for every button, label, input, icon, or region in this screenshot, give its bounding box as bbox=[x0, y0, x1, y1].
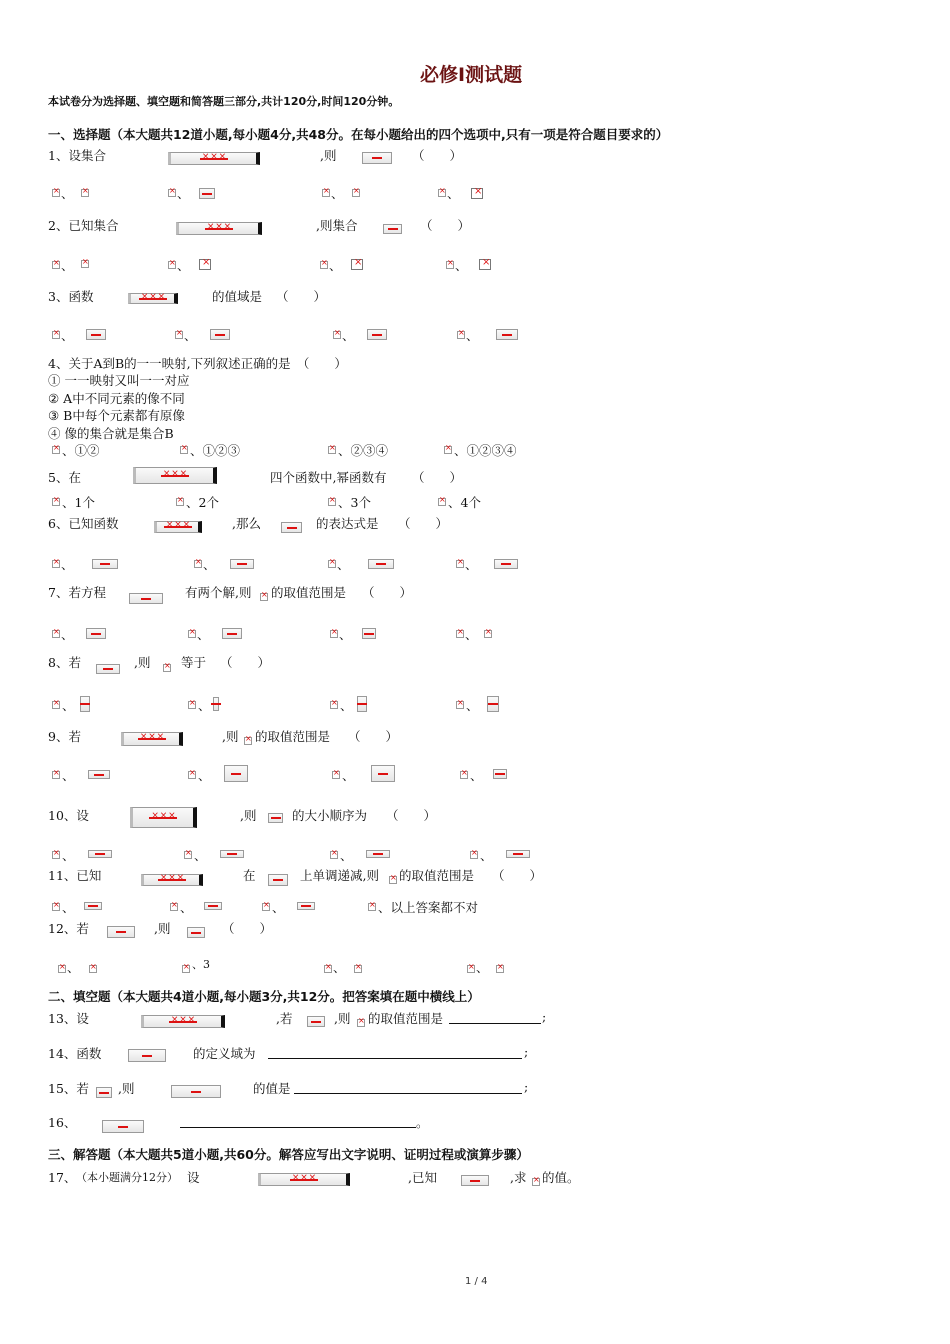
formula-image bbox=[268, 874, 288, 886]
answer-blank[interactable] bbox=[268, 1045, 522, 1059]
option-d-label-image bbox=[438, 189, 446, 197]
formula-image bbox=[96, 664, 120, 674]
option-d-label-image bbox=[446, 261, 454, 269]
option-separator: 、 bbox=[180, 900, 193, 915]
option-d-label-image bbox=[467, 965, 475, 973]
variable-image bbox=[244, 737, 252, 745]
variable-image bbox=[260, 593, 268, 601]
intro-text: 本试卷分为选择题、填空题和简答题三部分,共计120分,时间120分钟。 bbox=[48, 95, 400, 108]
option-separator: 、 bbox=[340, 848, 353, 863]
page-title: 必修I测试题 bbox=[420, 64, 523, 86]
option-c-label-image bbox=[330, 630, 338, 638]
option-separator: 、 bbox=[197, 627, 210, 642]
question-10-mid: ,则 bbox=[240, 808, 257, 823]
option-d-label-image bbox=[470, 851, 478, 859]
question-17-num: 17、 bbox=[48, 1170, 77, 1185]
option-a-image bbox=[81, 260, 89, 268]
question-3-mid: 的值域是 bbox=[212, 289, 263, 304]
section-fill-heading: 二、填空题（本大题共4道小题,每小题3分,共12分。把答案填在题中横线上） bbox=[48, 989, 480, 1004]
formula-image bbox=[168, 152, 260, 165]
option-separator: 、 bbox=[272, 900, 285, 915]
option-b-label-image bbox=[188, 630, 196, 638]
question-9-mid: ,则 bbox=[222, 729, 239, 744]
statement-1: ① 一一映射又叫一一对应 bbox=[48, 373, 190, 388]
option-separator: 、 bbox=[476, 960, 489, 975]
option-b-label-image bbox=[168, 261, 176, 269]
question-1-mid: ,则 bbox=[320, 148, 337, 163]
question-13-mid: ,若 bbox=[276, 1011, 293, 1026]
option-a-image bbox=[86, 628, 106, 639]
option-b-image bbox=[199, 259, 211, 270]
answer-paren: （ ） bbox=[222, 921, 273, 936]
question-17-lead: 设 bbox=[187, 1170, 200, 1185]
option-a: 、1个 bbox=[62, 495, 95, 510]
option-separator: 、 bbox=[198, 698, 211, 713]
answer-paren: （ ） bbox=[276, 289, 327, 304]
question-8-stem: 8、若 bbox=[48, 655, 81, 670]
formula-image bbox=[107, 926, 135, 938]
option-a-image bbox=[80, 696, 90, 712]
answer-paren: （ ） bbox=[220, 655, 271, 670]
question-13-stem: 13、设 bbox=[48, 1011, 89, 1026]
answer-blank[interactable] bbox=[180, 1114, 416, 1128]
option-separator: 、 bbox=[177, 258, 190, 273]
formula-image bbox=[154, 521, 202, 533]
option-a-label-image bbox=[52, 189, 60, 197]
question-1-stem: 1、设集合 bbox=[48, 148, 106, 163]
question-14-tail: 的定义域为 bbox=[193, 1046, 256, 1061]
formula-image bbox=[461, 1175, 489, 1186]
formula-image bbox=[362, 152, 392, 164]
option-separator: 、 bbox=[61, 557, 74, 572]
option-separator: 、 bbox=[342, 768, 355, 783]
answer-paren: （ ） bbox=[420, 218, 471, 233]
answer-blank[interactable] bbox=[294, 1080, 522, 1094]
question-17-tail: 的值。 bbox=[542, 1170, 580, 1185]
option-separator: 、 bbox=[61, 627, 74, 642]
question-7-mid: 有两个解,则 bbox=[185, 585, 252, 600]
option-b-label-image bbox=[194, 560, 202, 568]
question-10-tail: 的大小顺序为 bbox=[292, 808, 368, 823]
formula-image bbox=[171, 1085, 221, 1098]
option-c: 、3个 bbox=[338, 495, 371, 510]
formula-image bbox=[141, 874, 203, 886]
option-b-label-image bbox=[180, 446, 188, 454]
section-answer-heading: 三、解答题（本大题共5道小题,共60分。解答应写出文字说明、证明过程或演算步骤） bbox=[48, 1147, 529, 1162]
question-11-tail1: 上单调递减,则 bbox=[300, 868, 379, 883]
option-c-image bbox=[352, 189, 360, 197]
option-c-label-image bbox=[322, 189, 330, 197]
option-b-image bbox=[199, 188, 215, 199]
question-17-mid2: ,求 bbox=[510, 1170, 527, 1185]
question-2-mid: ,则集合 bbox=[316, 218, 358, 233]
line-end: ; bbox=[524, 1079, 529, 1094]
question-15-tail: 的值是 bbox=[253, 1081, 291, 1096]
formula-image bbox=[281, 522, 302, 533]
section-choice-heading: 一、选择题（本大题共12道小题,每小题4分,共48分。在每小题给出的四个选项中,只有一项是符合题目要求的） bbox=[48, 127, 669, 142]
option-d-label-image bbox=[368, 903, 376, 911]
option-separator: 、 bbox=[466, 328, 479, 343]
question-11-mid: 在 bbox=[243, 868, 256, 883]
option-a-label-image bbox=[52, 701, 60, 709]
option-d-image bbox=[484, 630, 492, 638]
option-c-image bbox=[354, 965, 362, 973]
option-separator: 、 bbox=[198, 768, 211, 783]
option-d-image bbox=[487, 696, 499, 712]
formula-image bbox=[96, 1087, 112, 1098]
formula-image bbox=[307, 1016, 325, 1027]
option-c: 、②③④ bbox=[338, 443, 389, 458]
answer-blank[interactable] bbox=[449, 1010, 541, 1024]
question-9-tail: 的取值范围是 bbox=[255, 729, 331, 744]
option-separator: 、 bbox=[194, 848, 207, 863]
answer-paren: （ ） bbox=[362, 585, 413, 600]
option-b-image bbox=[213, 697, 219, 711]
option-separator: 、 bbox=[337, 557, 350, 572]
option-c-label-image bbox=[332, 771, 340, 779]
option-b: 、①②③ bbox=[190, 443, 241, 458]
question-15-mid: ,则 bbox=[118, 1081, 135, 1096]
option-c-image bbox=[362, 628, 376, 639]
formula-image bbox=[128, 1049, 166, 1062]
option-c-image bbox=[367, 329, 387, 340]
statement-4: ④ 像的集合就是集合B bbox=[48, 426, 174, 441]
variable-image bbox=[357, 1019, 365, 1027]
option-d-label-image bbox=[456, 701, 464, 709]
option-separator: 、 bbox=[67, 960, 80, 975]
question-10-stem: 10、设 bbox=[48, 808, 89, 823]
option-a-label-image bbox=[52, 630, 60, 638]
question-5-stem: 5、在 bbox=[48, 470, 81, 485]
option-separator: 、 bbox=[61, 258, 74, 273]
answer-paren: （ ） bbox=[412, 470, 463, 485]
question-14-stem: 14、函数 bbox=[48, 1046, 102, 1061]
option-c-image bbox=[371, 765, 395, 782]
question-8-tail: 等于 bbox=[181, 655, 207, 670]
option-a-label-image bbox=[52, 446, 60, 454]
question-7-tail: 的取值范围是 bbox=[271, 585, 347, 600]
option-d: 、以上答案都不对 bbox=[378, 900, 479, 915]
question-12-stem: 12、若 bbox=[48, 921, 89, 936]
question-11-stem: 11、已知 bbox=[48, 868, 102, 883]
option-separator: 、 bbox=[465, 557, 478, 572]
question-5-mid: 四个函数中,幂函数有 bbox=[270, 470, 387, 485]
option-d-label-image bbox=[457, 331, 465, 339]
question-2-stem: 2、已知集合 bbox=[48, 218, 119, 233]
option-c-label-image bbox=[328, 560, 336, 568]
option-b-image bbox=[224, 765, 248, 782]
option-c-label-image bbox=[262, 903, 270, 911]
question-11-tail2: 的取值范围是 bbox=[399, 868, 475, 883]
option-separator: 、 bbox=[62, 848, 75, 863]
question-13-mid2: ,则 bbox=[334, 1011, 351, 1026]
option-b-label-image bbox=[168, 189, 176, 197]
option-separator: 、 bbox=[203, 557, 216, 572]
option-separator: 、 bbox=[177, 186, 190, 201]
option-a-label-image bbox=[52, 851, 60, 859]
option-separator: 、 bbox=[340, 698, 353, 713]
formula-image bbox=[128, 293, 178, 304]
statement-3: ③ B中每个元素都有原像 bbox=[48, 408, 185, 423]
option-b-image bbox=[210, 329, 230, 340]
line-end: 。 bbox=[416, 1115, 429, 1130]
formula-image bbox=[133, 467, 217, 484]
option-b-label-image bbox=[188, 701, 196, 709]
line-end: ; bbox=[524, 1044, 529, 1059]
question-7-stem: 7、若方程 bbox=[48, 585, 106, 600]
question-15-stem: 15、若 bbox=[48, 1081, 89, 1096]
option-a-label-image bbox=[52, 560, 60, 568]
formula-image bbox=[258, 1173, 350, 1186]
option-a-label-image bbox=[52, 771, 60, 779]
option-c-label-image bbox=[320, 261, 328, 269]
answer-paren: （ ） bbox=[412, 148, 463, 163]
option-d: 、①②③④ bbox=[454, 443, 517, 458]
option-c-label-image bbox=[324, 965, 332, 973]
option-d-image bbox=[496, 329, 518, 340]
option-separator: 、 bbox=[331, 186, 344, 201]
formula-image bbox=[268, 813, 283, 823]
option-a-label-image bbox=[52, 331, 60, 339]
option-a-label-image bbox=[52, 261, 60, 269]
option-a-image bbox=[84, 902, 102, 910]
option-d-image bbox=[493, 769, 507, 779]
option-c-image bbox=[297, 902, 315, 910]
option-b-image bbox=[230, 559, 254, 569]
option-b: 、2个 bbox=[186, 495, 219, 510]
option-d-image bbox=[506, 850, 530, 858]
option-d-image bbox=[496, 965, 504, 973]
option-b-label-image bbox=[188, 771, 196, 779]
formula-image bbox=[130, 807, 197, 828]
formula-image bbox=[121, 732, 183, 746]
option-c-image bbox=[368, 559, 394, 569]
option-b-label-image bbox=[170, 903, 178, 911]
option-a-image bbox=[92, 559, 118, 569]
option-separator: 、 bbox=[62, 900, 75, 915]
answer-paren: （ ） bbox=[398, 516, 449, 531]
option-c-label-image bbox=[330, 701, 338, 709]
question-17-mid: ,已知 bbox=[408, 1170, 437, 1185]
option-c-image bbox=[357, 696, 367, 712]
question-6-tail: 的表达式是 bbox=[316, 516, 379, 531]
option-separator: 、 bbox=[184, 328, 197, 343]
variable-image bbox=[163, 664, 171, 672]
option-a-image bbox=[88, 850, 112, 858]
option-c-label-image bbox=[328, 446, 336, 454]
option-separator: 、 bbox=[342, 328, 355, 343]
option-separator: 、 bbox=[62, 768, 75, 783]
answer-paren: （ ） bbox=[348, 729, 399, 744]
option-separator: 、 bbox=[480, 848, 493, 863]
option-separator: 、 bbox=[61, 186, 74, 201]
answer-paren: （ ） bbox=[492, 868, 543, 883]
option-separator: 、 bbox=[329, 258, 342, 273]
option-b-image bbox=[204, 902, 222, 910]
option-separator: 、 bbox=[466, 698, 479, 713]
page-number: 1 / 4 bbox=[465, 1276, 488, 1287]
option-separator: 、 bbox=[455, 258, 468, 273]
option-c-image bbox=[351, 259, 363, 270]
question-13-tail: 的取值范围是 bbox=[368, 1011, 444, 1026]
option-a-image bbox=[89, 965, 97, 973]
option-separator: 、 bbox=[470, 768, 483, 783]
option-a-image bbox=[86, 329, 106, 340]
option-b-label-image bbox=[184, 851, 192, 859]
question-6-stem: 6、已知函数 bbox=[48, 516, 119, 531]
formula-image bbox=[141, 1015, 225, 1028]
option-d-label-image bbox=[456, 630, 464, 638]
option-d-image bbox=[479, 259, 491, 270]
question-3-stem: 3、函数 bbox=[48, 289, 94, 304]
variable-image bbox=[389, 876, 397, 884]
question-4-stem: 4、关于A到B的一一映射,下列叙述正确的是 （ ） bbox=[48, 356, 347, 371]
formula-image bbox=[383, 224, 402, 234]
option-d-image bbox=[494, 559, 518, 569]
option-b-image bbox=[220, 850, 244, 858]
option-c-label-image bbox=[328, 498, 336, 506]
option-a-label-image bbox=[52, 498, 60, 506]
option-d: 、4个 bbox=[448, 495, 481, 510]
question-8-mid: ,则 bbox=[134, 655, 151, 670]
option-d-label-image bbox=[456, 560, 464, 568]
option-d-image bbox=[471, 188, 483, 199]
option-separator: 、 bbox=[465, 627, 478, 642]
option-a-label-image bbox=[58, 965, 66, 973]
option-b-label-image bbox=[175, 331, 183, 339]
option-c-label-image bbox=[330, 851, 338, 859]
option-separator: 、 bbox=[61, 328, 74, 343]
option-separator: 、 bbox=[339, 627, 352, 642]
option-a-label-image bbox=[52, 903, 60, 911]
option-d-label-image bbox=[444, 446, 452, 454]
option-b-label-image bbox=[182, 965, 190, 973]
formula-image bbox=[129, 593, 163, 604]
option-c-label-image bbox=[333, 331, 341, 339]
question-9-stem: 9、若 bbox=[48, 729, 81, 744]
variable-image bbox=[532, 1178, 540, 1186]
option-d-label-image bbox=[438, 498, 446, 506]
option-b: 、3 bbox=[192, 958, 210, 971]
formula-image bbox=[176, 222, 262, 235]
statement-2: ② A中不同元素的像不同 bbox=[48, 391, 185, 406]
question-16-stem: 16、 bbox=[48, 1115, 77, 1130]
question-17-note: （本小题满分12分） bbox=[76, 1171, 178, 1184]
option-a: 、①② bbox=[62, 443, 100, 458]
question-6-mid: ,那么 bbox=[232, 516, 261, 531]
option-c-image bbox=[366, 850, 390, 858]
option-d-label-image bbox=[460, 771, 468, 779]
option-separator: 、 bbox=[333, 960, 346, 975]
answer-paren: （ ） bbox=[386, 808, 437, 823]
option-b-image bbox=[222, 628, 242, 639]
formula-image bbox=[187, 927, 205, 938]
option-a-image bbox=[88, 770, 110, 779]
option-separator: 、 bbox=[62, 698, 75, 713]
formula-image bbox=[102, 1120, 144, 1133]
line-end: ; bbox=[542, 1009, 547, 1024]
option-separator: 、 bbox=[447, 186, 460, 201]
option-b-label-image bbox=[176, 498, 184, 506]
option-a-image bbox=[81, 189, 89, 197]
question-12-mid: ,则 bbox=[154, 921, 171, 936]
